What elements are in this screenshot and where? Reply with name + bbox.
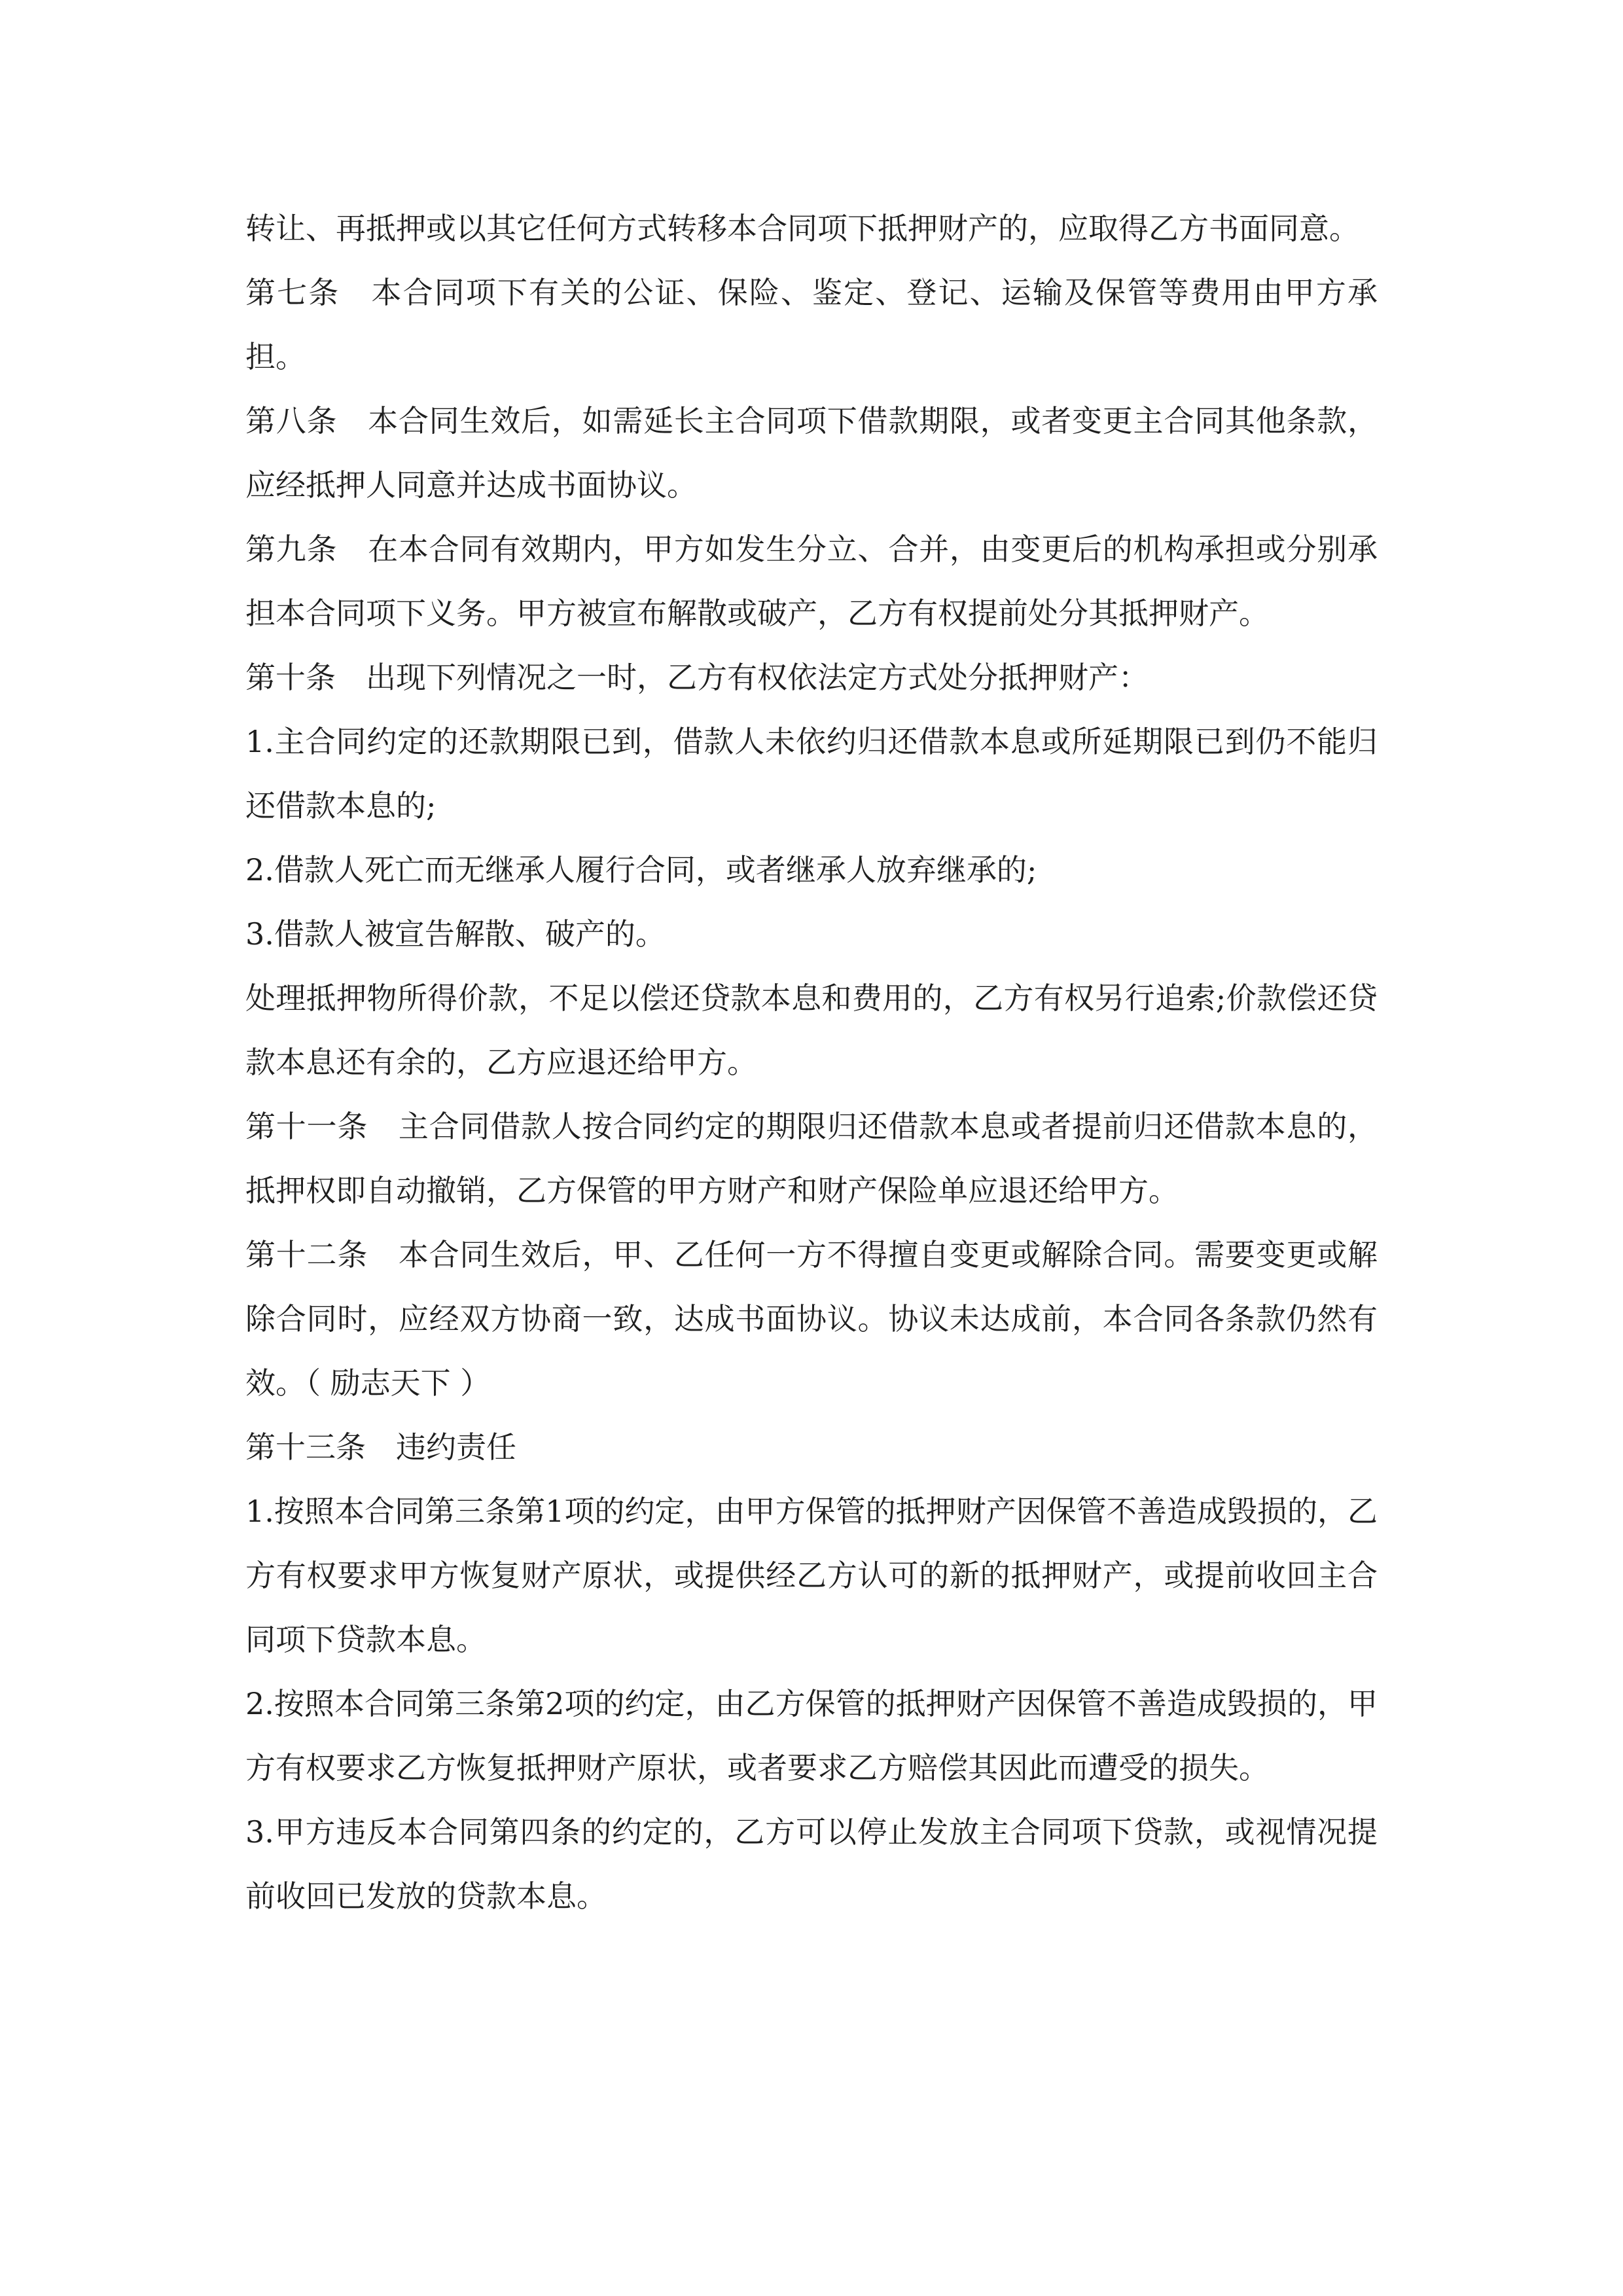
article-11: 第十一条 主合同借款人按合同约定的期限归还借款本息或者提前归还借款本息的，抵押权即自动撤销，乙方保管的甲方财产和财产保险单应退还给甲方。 [245, 1109, 1378, 1208]
article-10: 第十条 出现下列情况之一时，乙方有权依法定方式处分抵押财产： [245, 660, 1149, 695]
document-page [245, 196, 1378, 1928]
article-13-item-3: 3.甲方违反本合同第四条的约定的，乙方可以停止发放主合同项下贷款，或视情况提前收回已发放的贷款本息。 [245, 1814, 1378, 1914]
article-10-proceeds: 处理抵押物所得价款，不足以偿还贷款本息和费用的，乙方有权另行追索;价款偿还贷款本息还有余的，乙方应退还给甲方。 [245, 980, 1378, 1080]
article-13-heading: 第十三条 违约责任 [245, 1429, 516, 1465]
article-9: 第九条 在本合同有效期内，甲方如发生分立、合并，由变更后的机构承担或分别承担本合同项下义务。甲方被宣布解散或破产，乙方有权提前处分其抵押财产。 [245, 531, 1378, 631]
paragraph-transfer-consent: 转让、再抵押或以其它任何方式转移本合同项下抵押财产的，应取得乙方书面同意。 [245, 211, 1359, 246]
article-12: 第十二条 本合同生效后，甲、乙任何一方不得擅自变更或解除合同。需要变更或解除合同时，应经双方协商一致，达成书面协议。协议未达成前，本合同各条款仍然有效。（ 励志天下 ） [245, 1237, 1378, 1401]
article-13-item-2: 2.按照本合同第三条第2项的约定，由乙方保管的抵押财产因保管不善造成毁损的，甲方有权要求乙方恢复抵押财产原状，或者要求乙方赔偿其因此而遭受的损失。 [245, 1686, 1378, 1785]
article-8: 第八条 本合同生效后，如需延长主合同项下借款期限，或者变更主合同其他条款，应经抵押人同意并达成书面协议。 [245, 403, 1378, 503]
article-10-item-1: 1.主合同约定的还款期限已到，借款人未依约归还借款本息或所延期限已到仍不能归还借款本息的; [245, 724, 1378, 823]
article-13-item-1: 1.按照本合同第三条第1项的约定，由甲方保管的抵押财产因保管不善造成毁损的，乙方有权要求甲方恢复财产原状，或提供经乙方认可的新的抵押财产，或提前收回主合同项下贷款本息。 [245, 1494, 1378, 1657]
article-10-item-3: 3.借款人被宣告解散、破产的。 [245, 916, 666, 952]
article-7: 第七条 本合同项下有关的公证、保险、鉴定、登记、运输及保管等费用由甲方承担。 [245, 275, 1378, 374]
article-10-item-2: 2.借款人死亡而无继承人履行合同，或者继承人放弃继承的; [245, 852, 1037, 888]
